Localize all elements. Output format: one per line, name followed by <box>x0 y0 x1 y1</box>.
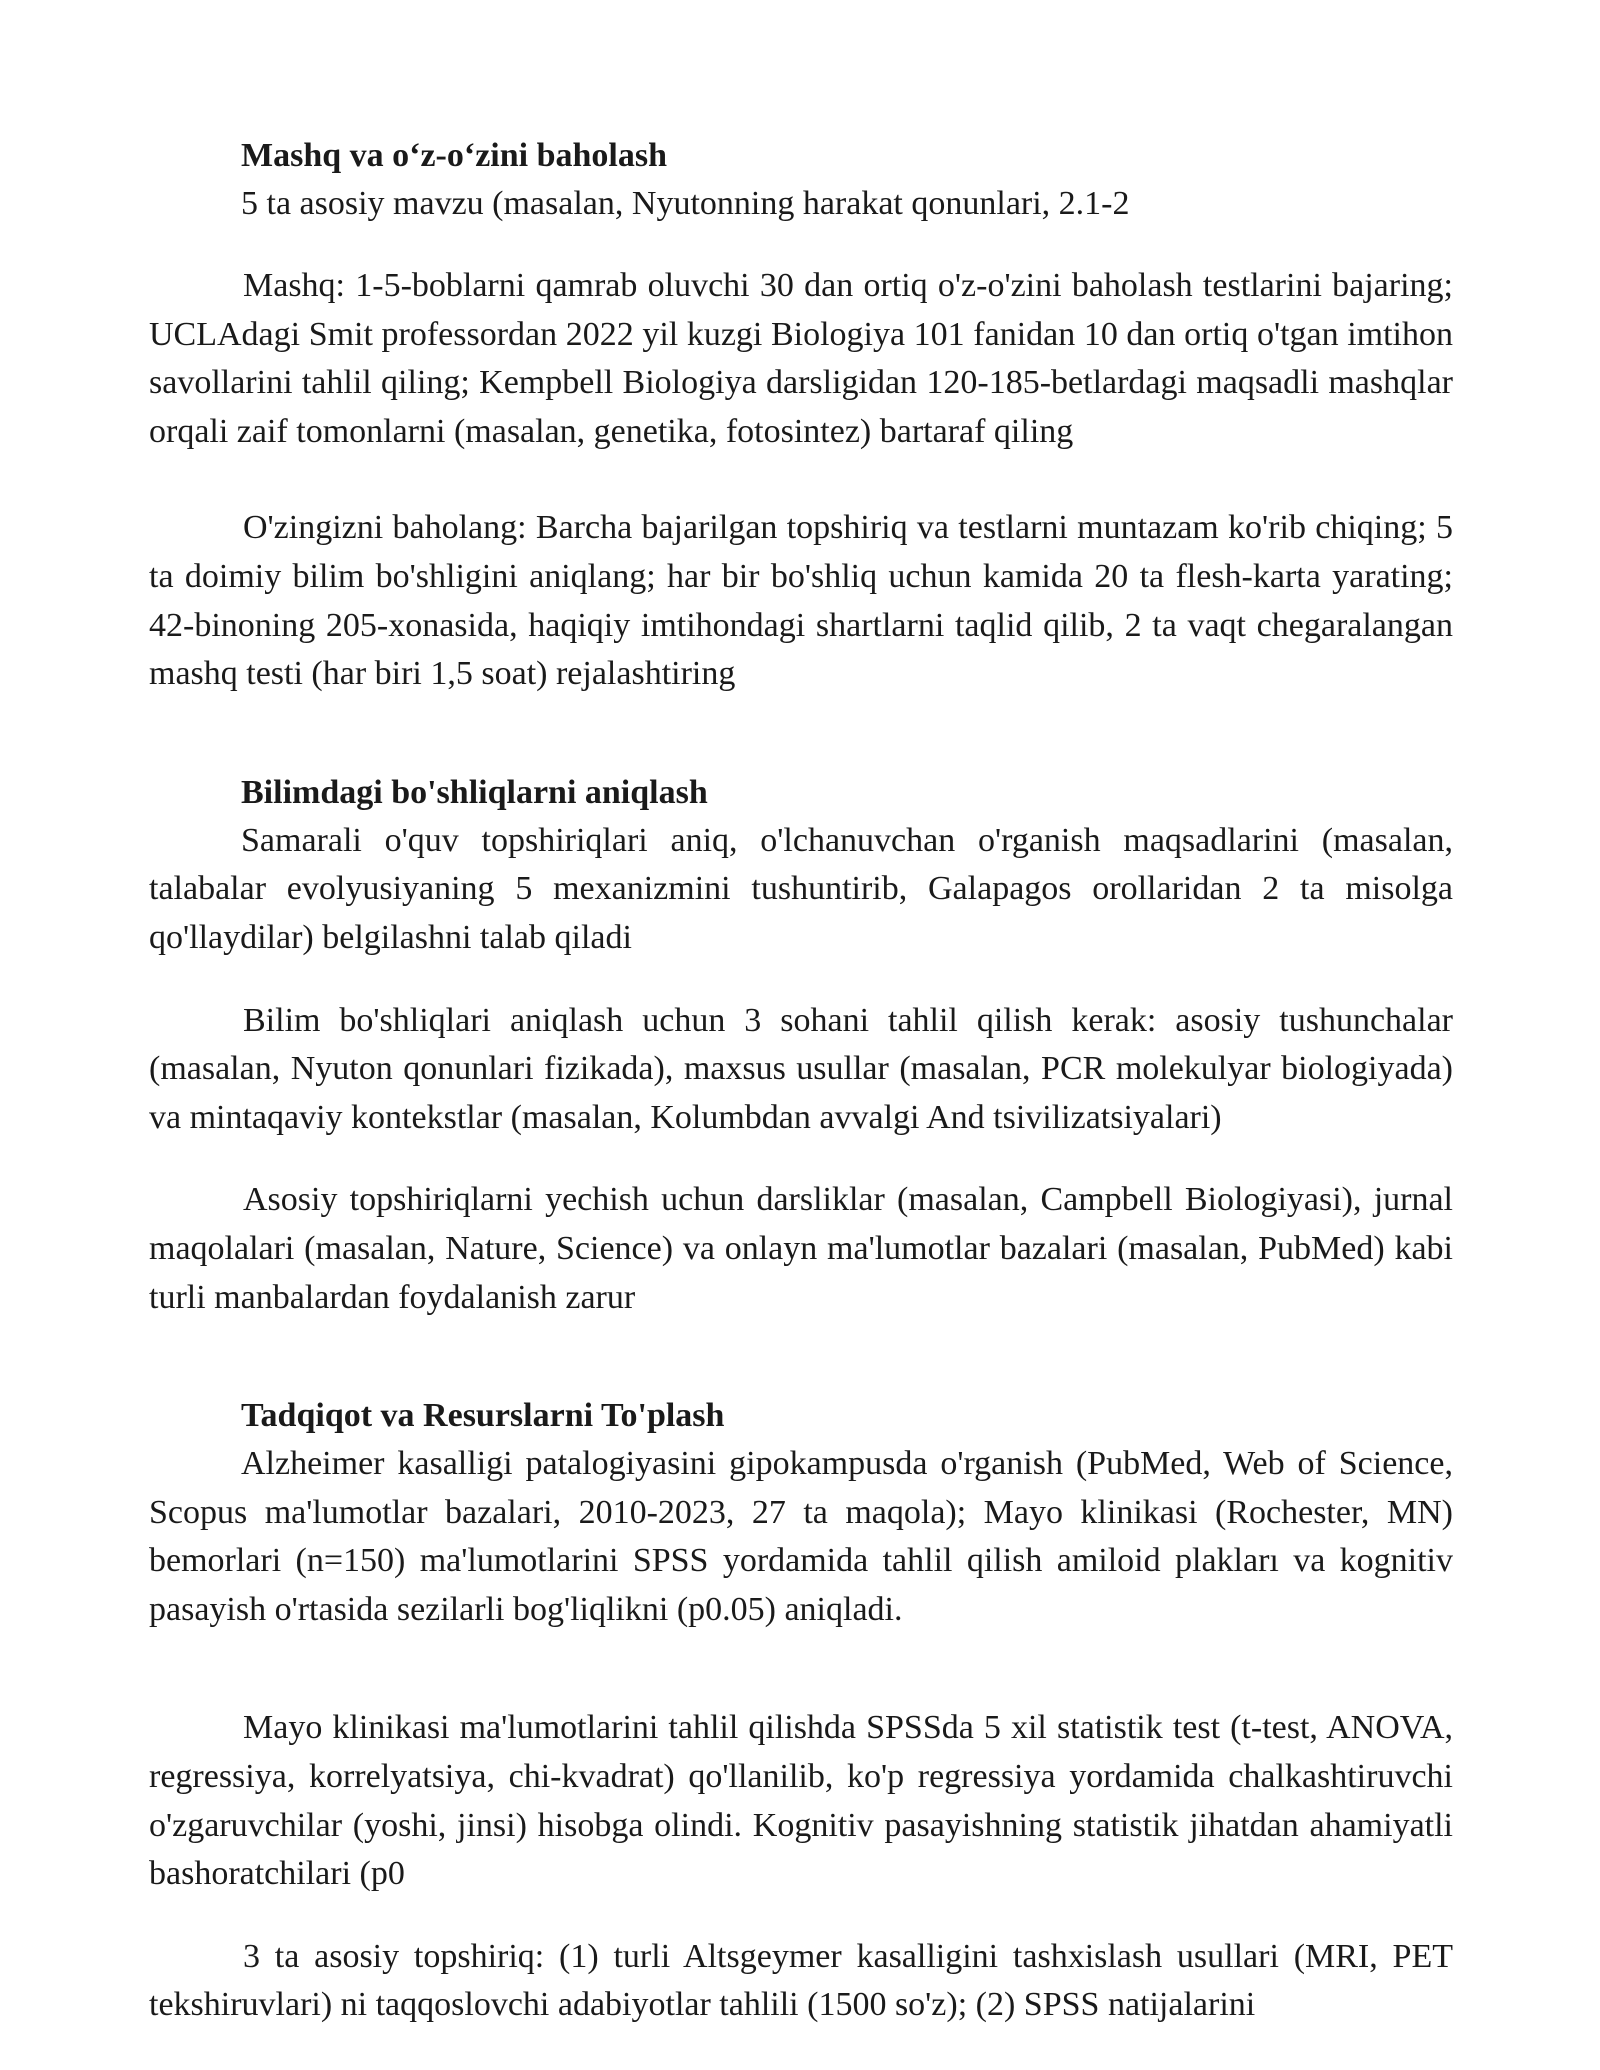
paragraph: Bilim bo'shliqlari aniqlash uchun 3 sohani tahlil qilish kerak: asosiy tushunchalar (masalan, Nyuton qonunlari fizikada), maxsus usullar (masalan, PCR molekulyar biologiyada) va mintaqaviy kontekstlar (masalan, Kolumbdan avvalgi And tsivilizatsiyalari) <box>149 1001 1453 1136</box>
section-heading: Mashq va o‘z-o‘zini baholash <box>241 137 667 174</box>
section-lead: 5 ta asosiy mavzu (masalan, Nyutonning harakat qonunlari, 2.1-2 <box>241 185 1130 222</box>
paragraph: 3 ta asosiy topshiriq: (1) turli Altsgeymer kasalligini tashxislash usullari (MRI, PET tekshiruvlari) ni taqqoslovchi adabiyotlar tahlili (1500 so'z); (2) SPSS natijalarini <box>149 1937 1453 2024</box>
paragraph: O'zingizni baholang: Barcha bajarilgan topshiriq va testlarni muntazam ko'rib chiqing; 5 ta doimiy bilim bo'shligini aniqlang; har bir bo'shliq uchun kamida 20 ta flesh-karta yarating; 42-binoning 205-xonasida, haqiqiy imtihondagi shartlarni taqlid qilib, 2 ta vaqt chegaralangan mashq testi (har biri 1,5 soat) rejalashtiring <box>149 509 1453 693</box>
section-heading: Bilimdagi bo'shliqlarni aniqlash <box>241 773 708 811</box>
section-knowledge-gaps <box>149 769 1453 1322</box>
document-page <box>149 132 1453 2030</box>
paragraph: Mayo klinikasi ma'lumotlarini tahlil qilishda SPSSda 5 xil statistik test (t-test, ANOVA, regressiya, korrelyatsiya, chi-kvadrat) qo'llanilib, ko'p regressiya yordamida chalkashtiruvchi o'zgaruvchilar (yoshi, jinsi) hisobga olindi. Kognitiv pasayishning statistik jihatdan ahamiyatli bashoratchilari (p0 <box>149 1709 1453 1893</box>
section-heading: Tadqiqot va Resurslarni To'plash <box>241 1397 725 1435</box>
section-practice <box>149 132 1453 699</box>
paragraph: Asosiy topshiriqlarni yechish uchun darsliklar (masalan, Campbell Biologiyasi), jurnal maqolalari (masalan, Nature, Science) va onlayn ma'lumotlar bazalari (masalan, PubMed) kabi turli manbalardan foydalanish zarur <box>149 1181 1453 1316</box>
section-research <box>149 1392 1453 2030</box>
paragraph: Alzheimer kasalligi patalogiyasini gipokampusda o'rganish (PubMed, Web of Science, Scopus ma'lumotlar bazalari, 2010-2023, 27 ta maqola); Mayo klinikasi (Rochester, MN) bemorlari (n=150) ma'lumotlarini SPSS yordamida tahlil qilish amiloid plakları va kognitiv pasayish o'rtasida sezilarli bog'liqlikni (p0.05) aniqladi. <box>149 1445 1453 1628</box>
paragraph: Mashq: 1-5-boblarni qamrab oluvchi 30 dan ortiq o'z-o'zini baholash testlarini bajaring; UCLAdagi Smit professordan 2022 yil kuzgi Biologiya 101 fanidan 10 dan ortiq o'tgan imtihon savollarini tahlil qiling; Kempbell Biologiya darsligidan 120-185-betlardagi maqsadli mashqlar orqali zaif tomonlarni (masalan, genetika, fotosintez) bartaraf qiling <box>149 267 1453 450</box>
paragraph: Samarali o'quv topshiriqlari aniq, o'lchanuvchan o'rganish maqsadlarini (masalan, talabalar evolyusiyaning 5 mexanizmini tushuntirib, Galapagos orollaridan 2 ta misolga qo'llaydilar) belgilashni talab qiladi <box>149 821 1453 956</box>
